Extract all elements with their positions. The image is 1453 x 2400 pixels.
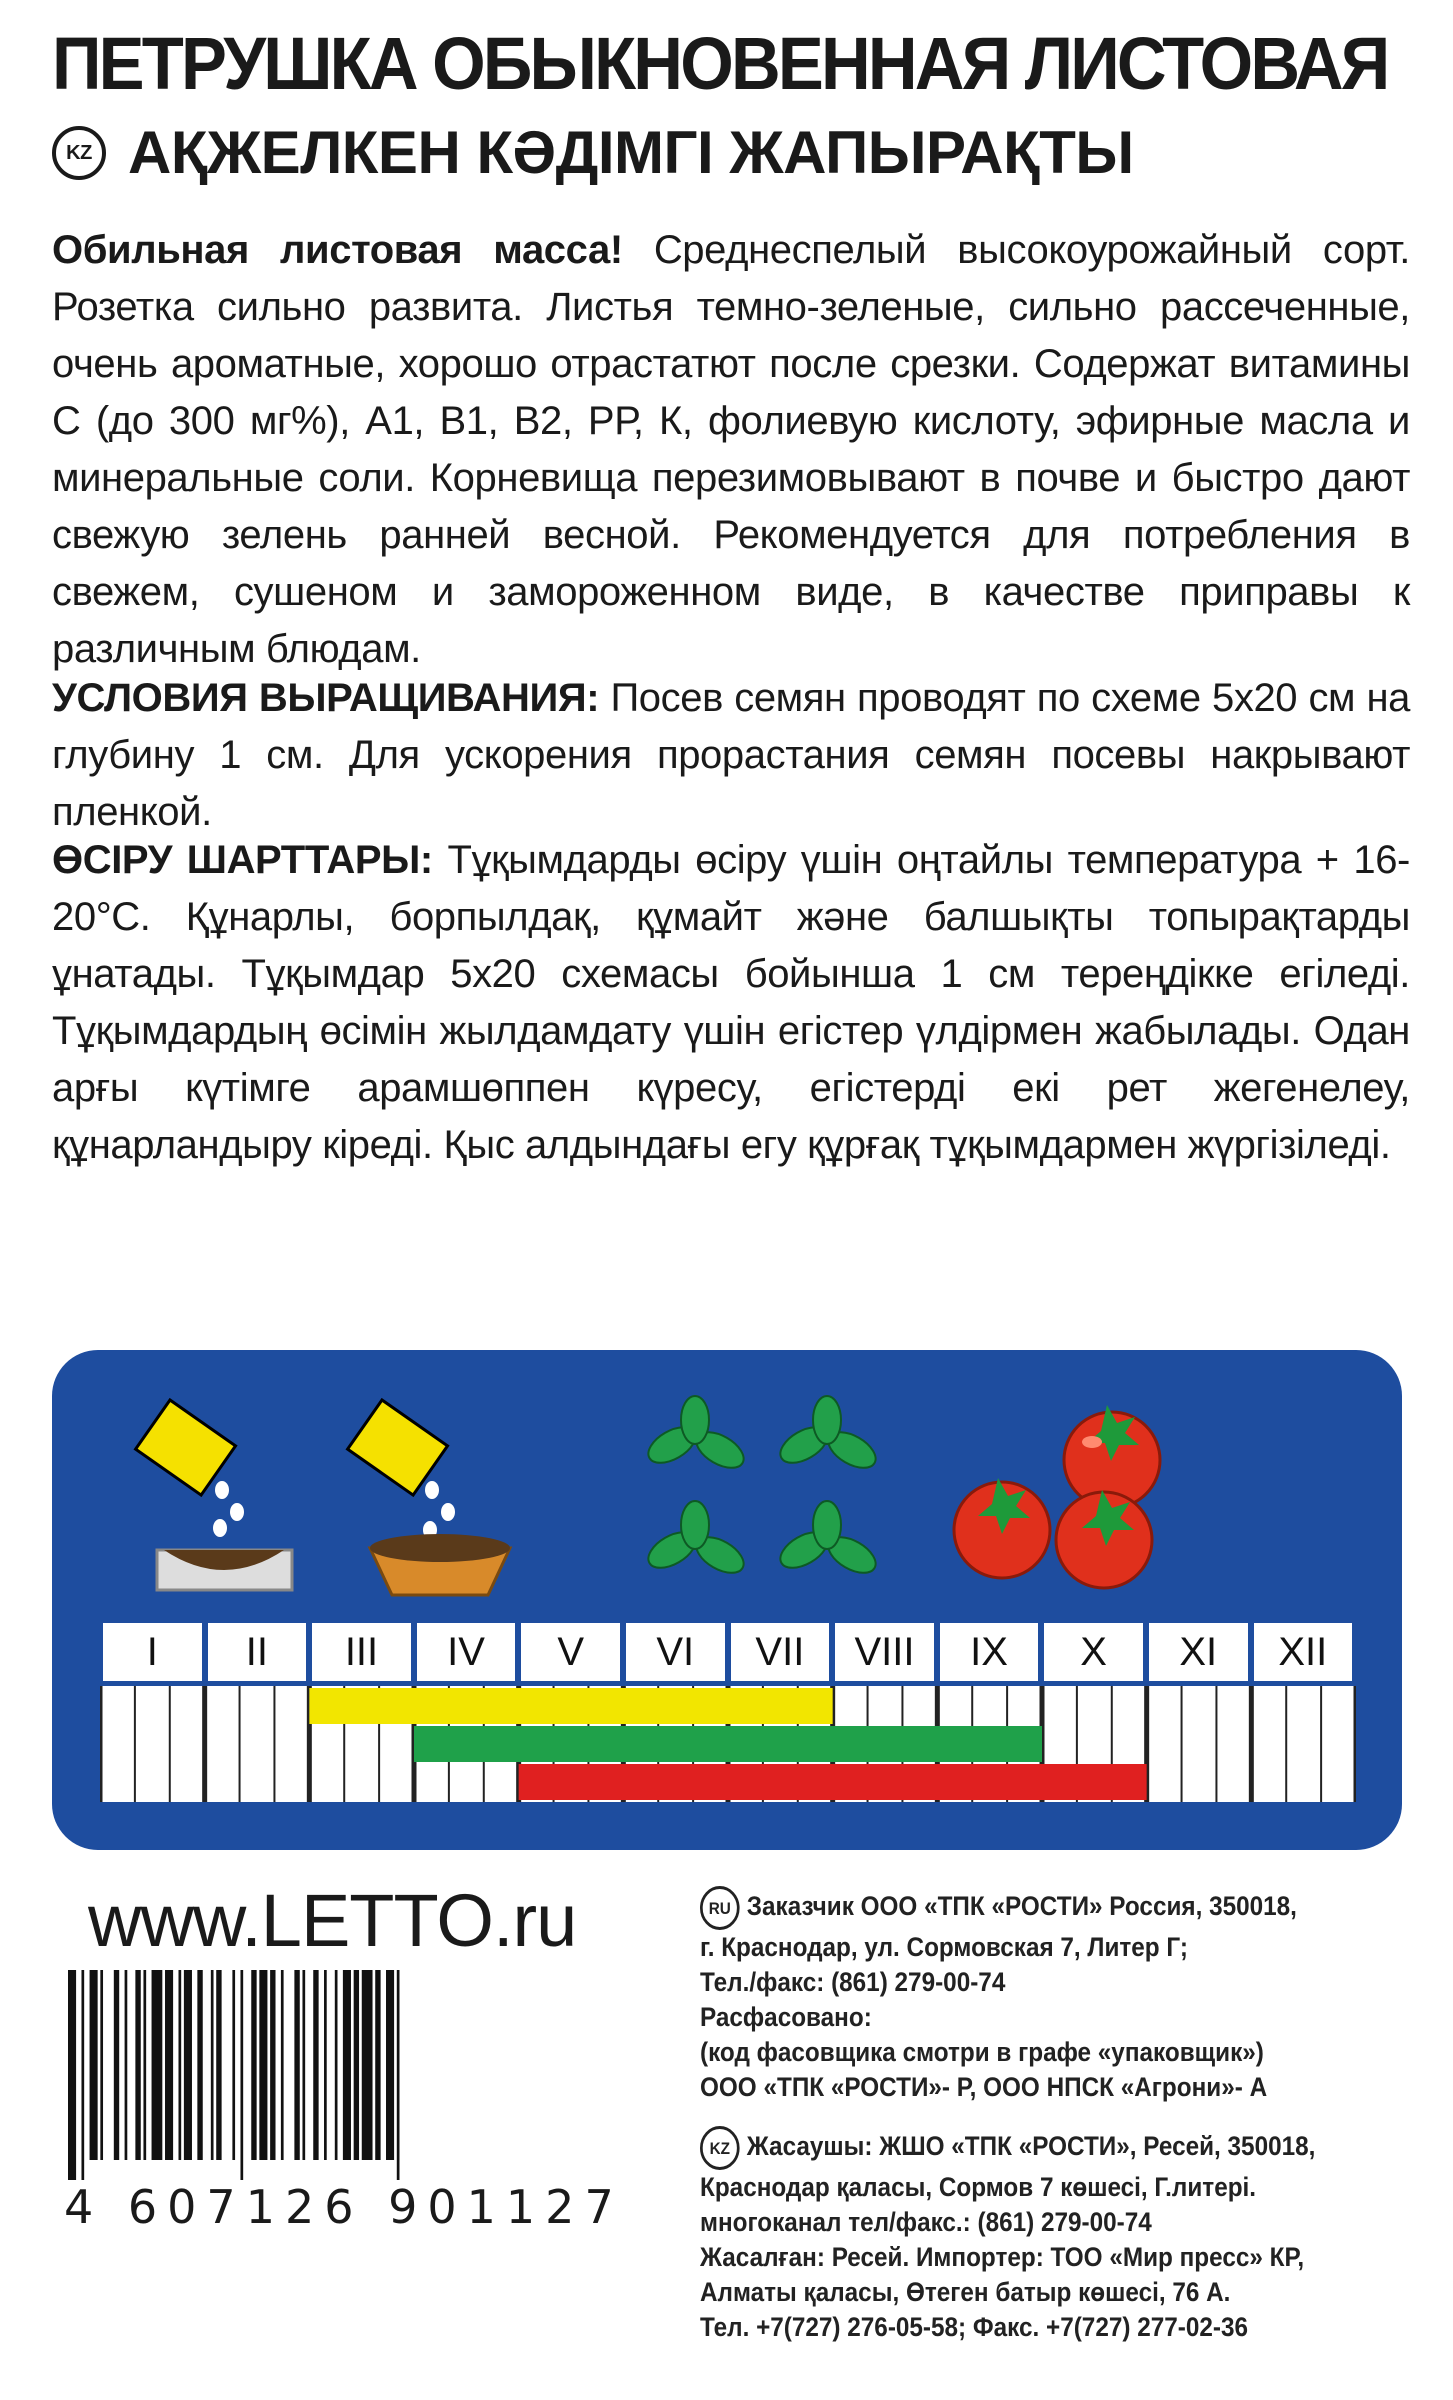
barcode-bar xyxy=(197,1970,202,2160)
month-9: IX xyxy=(937,1620,1042,1684)
info-ru-line-4: Расфасовано: xyxy=(700,2002,872,2032)
barcode-bar xyxy=(343,1970,351,2160)
barcode-bar xyxy=(68,1970,76,2180)
barcode-bar xyxy=(240,1970,243,2180)
calendar-icons xyxy=(52,1350,1402,1610)
manufacturer-info-ru xyxy=(700,1886,1297,2105)
month-7: VII xyxy=(728,1620,833,1684)
barcode-bar xyxy=(90,1970,98,2160)
barcode-bar xyxy=(386,1970,394,2160)
month-11: XI xyxy=(1146,1620,1251,1684)
kz-country-badge: KZ xyxy=(52,126,106,180)
info-kz-line-5: Алматы қаласы, Өтеген батыр көшесі, 76 А. xyxy=(700,2277,1231,2307)
barcode-bar xyxy=(397,1970,400,2180)
growing-conditions-heading: УСЛОВИЯ ВЫРАЩИВАНИЯ: xyxy=(52,676,600,720)
description-lead: Обильная листовая масса! xyxy=(52,228,623,272)
growing-conditions-kz-text: Тұқымдарды өсіру үшін оңтайлы температура + 16-20°С. Құнарлы, борпылдақ, құмайт және балшықты топырақтарды ұнатады. Тұқымдар 5х20 схемасы бойынша 1 см тереңдікке егіледі. Тұқымдардың өсімін жылдамдату үшін егістер үлдірмен жабылады. Одан арғы күтімге арамшөппен күресу, егістерді екі рет жегенелеу, құнарландыру кіреді. Қыс алдындағы егу құрғақ тұқымдармен жүргізіледі. xyxy=(52,838,1410,1167)
description-paragraph xyxy=(52,222,1410,678)
website-url: www.LETTO.ru xyxy=(88,1879,577,1962)
month-1: I xyxy=(100,1620,205,1684)
barcode-bar xyxy=(211,1970,214,2160)
month-6: VI xyxy=(623,1620,728,1684)
kz-country-badge-small: KZ xyxy=(700,2126,740,2170)
planting-calendar xyxy=(52,1350,1402,1850)
barcode-bar xyxy=(114,1970,119,2160)
growing-conditions-paragraph xyxy=(52,670,1410,841)
manufacturer-info-kz xyxy=(700,2126,1315,2345)
month-10: X xyxy=(1041,1620,1146,1684)
barcode-bar xyxy=(100,1970,103,2160)
seed-packet-pot-icon xyxy=(348,1400,510,1595)
month-3: III xyxy=(309,1620,414,1684)
barcode-bar xyxy=(232,1970,235,2160)
barcode-bar xyxy=(216,1970,221,2160)
product-title: ПЕТРУШКА ОБЫКНОВЕННАЯ ЛИСТОВАЯ xyxy=(52,22,1388,105)
barcode-bar xyxy=(324,1970,327,2160)
growing-bar xyxy=(414,1726,1042,1762)
barcode-bar xyxy=(184,1970,192,2160)
barcode-bar xyxy=(281,1970,284,2160)
info-kz-line-1: KZ Жасаушы: ЖШО «ТПК «РОСТИ», Ресей, 350018, xyxy=(700,2126,1315,2170)
barcode-bar xyxy=(354,1970,359,2160)
barcode-bar xyxy=(294,1970,299,2160)
barcode-bar xyxy=(178,1970,181,2160)
seed-packet-soil-icon xyxy=(136,1400,292,1590)
subtitle-text: АҚЖЕЛКЕН КӘДІМГІ ЖАПЫРАҚТЫ xyxy=(128,119,1134,186)
calendar-bars-area xyxy=(100,1686,1356,1802)
description-text: Среднеспелый высокоурожайный сорт. Розетка сильно развита. Листья темно-зеленые, сильно рассеченные, очень ароматные, хорошо отрастатют после срезки. Содержат витамины С (до 300 мг%), А1, В1, В2, РР, К, фолиевую кислоту, эфирные масла и минеральные соли. Корневища перезимовывают в почве и быстро дают свежую зелень ранней весной. Рекомендуется для потребления в свежем, сушеном и замороженном виде, в качестве приправы к различным блюдам. xyxy=(52,228,1410,671)
info-kz-line-6: Тел. +7(727) 276-05-58; Факс. +7(727) 277-02-36 xyxy=(700,2312,1248,2342)
barcode-bar xyxy=(259,1970,267,2160)
barcode-bar xyxy=(125,1970,128,2160)
month-2: II xyxy=(205,1620,310,1684)
calendar-grid xyxy=(100,1686,1356,1802)
barcode-bar xyxy=(143,1970,146,2160)
product-subtitle-kz xyxy=(52,118,1134,188)
barcode-bar xyxy=(251,1970,256,2160)
info-ru-line-6: ООО «ТПК «РОСТИ»- Р, ООО НПСК «Агрони»- А xyxy=(700,2072,1268,2102)
seedlings-icon xyxy=(642,1396,881,1580)
ru-country-badge: RU xyxy=(700,1886,740,1930)
info-ru-line-5: (код фасовщика смотри в графе «упаковщик») xyxy=(700,2037,1264,2067)
harvest-bar xyxy=(519,1764,1147,1800)
info-ru-line-3: Тел./факс: (861) 279-00-74 xyxy=(700,1967,1006,1997)
info-kz-line-3: многоканал тел/факс.: (861) 279-00-74 xyxy=(700,2207,1152,2237)
info-ru-line-1: RU Заказчик ООО «ТПК «РОСТИ» Россия, 350018, xyxy=(700,1886,1297,1930)
info-kz-line-2: Краснодар қаласы, Сормов 7 көшесі, Г.литері. xyxy=(700,2172,1257,2202)
barcode-bar xyxy=(335,1970,338,2160)
growing-conditions-text: Посев семян проводят по схеме 5х20 см на глубину 1 см. Для ускорения прорастания семян посевы накрывают пленкой. xyxy=(52,676,1410,834)
barcode-bar xyxy=(302,1970,305,2160)
info-ru-line-2: г. Краснодар, ул. Сормовская 7, Литер Г; xyxy=(700,1932,1188,1962)
barcode-bar xyxy=(135,1970,140,2160)
month-5: V xyxy=(518,1620,623,1684)
barcode-number: 4 607126 901127 xyxy=(64,2180,624,2234)
barcode-bar xyxy=(313,1970,318,2160)
month-4: IV xyxy=(414,1620,519,1684)
month-12: XII xyxy=(1251,1620,1356,1684)
barcode-bar xyxy=(375,1970,380,2160)
barcode-bar xyxy=(81,1970,84,2180)
barcode-bar xyxy=(165,1970,173,2160)
harvest-icon xyxy=(954,1405,1160,1588)
barcode xyxy=(64,1970,678,2180)
growing-conditions-kz-paragraph xyxy=(52,832,1410,1174)
sowing-bar xyxy=(309,1688,832,1724)
barcode-bar xyxy=(270,1970,275,2160)
month-header-row xyxy=(100,1620,1356,1684)
info-kz-line-4: Жасалған: Ресей. Импортер: ТОО «Мир пресс» КР, xyxy=(700,2242,1305,2272)
month-8: VIII xyxy=(832,1620,937,1684)
barcode-bar xyxy=(152,1970,163,2160)
growing-conditions-kz-heading: ӨСІРУ ШАРТТАРЫ: xyxy=(52,838,433,882)
barcode-bar xyxy=(362,1970,373,2160)
